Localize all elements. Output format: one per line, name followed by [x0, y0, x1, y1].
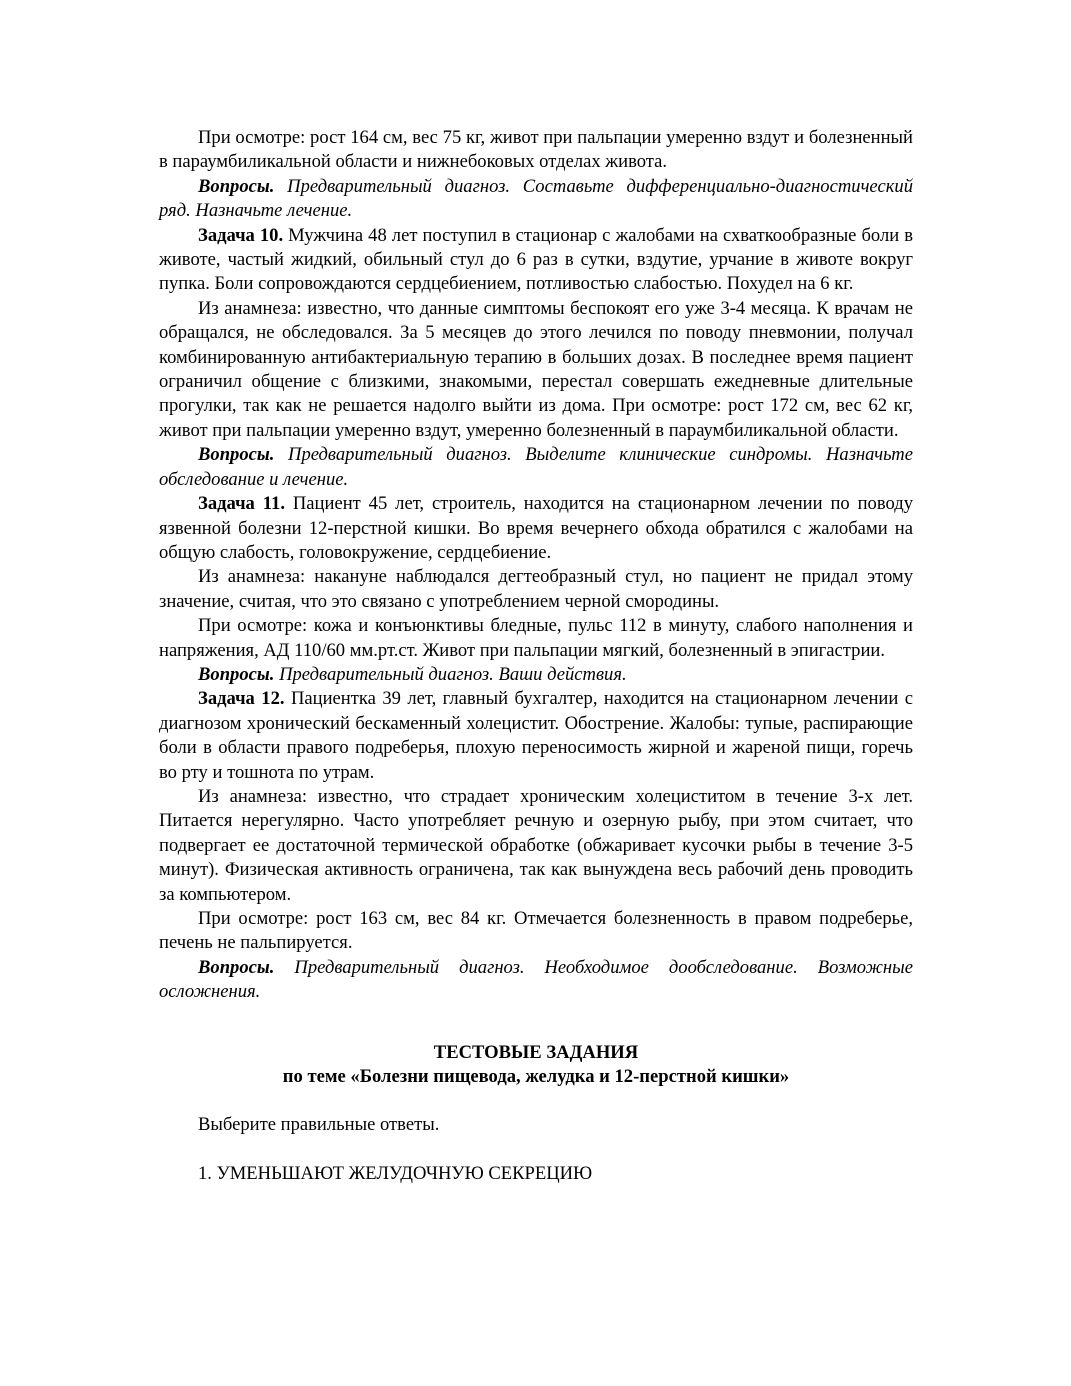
test-section-title: ТЕСТОВЫЕ ЗАДАНИЯ — [433, 1041, 639, 1063]
questions-label: Вопросы. — [198, 444, 275, 466]
task-label: Задача 12. — [198, 688, 285, 710]
questions-task9 — [159, 175, 913, 224]
questions-task10 — [159, 443, 913, 492]
task-label: Задача 10. — [198, 224, 284, 246]
paragraph-exam-task11: При осмотре: кожа и конъюнктивы бледные, пульс 112 в минуту, слабого наполнения и напряжения, АД 110/60 мм.рт.ст. Живот при пальпации мягкий, болезненный в эпигастрии. — [159, 615, 913, 661]
questions-task12 — [159, 956, 913, 1005]
task-text: Пациент 45 лет, строитель, находится на стационарном лечении по поводу язвенной болезни 12-перстной кишки. Во время вечернего обхода обратился с жалобами на общую слабость, головокружение, сердцебиение. — [159, 493, 914, 563]
test-question-1: 1. УМЕНЬШАЮТ ЖЕЛУДОЧНУЮ СЕКРЕЦИЮ — [198, 1162, 593, 1184]
paragraph-exam-task12: При осмотре: рост 163 см, вес 84 кг. Отмечается болезненность в правом подреберье, печень не пальпируется. — [159, 908, 913, 954]
questions-label: Вопросы. — [198, 663, 275, 685]
questions-text: Предварительный диагноз. Необходимое дообследование. Возможные осложнения. — [159, 956, 913, 1003]
task-label: Задача 11. — [198, 493, 285, 515]
questions-text: Предварительный диагноз. Ваши действия. — [274, 663, 627, 685]
questions-task11 — [159, 663, 913, 687]
task-10 — [159, 224, 913, 297]
questions-text: Предварительный диагноз. Выделите клинические синдромы. Назначьте обследование и лечение. — [159, 444, 913, 490]
questions-label: Вопросы. — [198, 956, 275, 978]
test-section-subtitle: по теме «Болезни пищевода, желудка и 12-перстной кишки» — [282, 1066, 790, 1088]
paragraph-anamnesis-task10: Из анамнеза: известно, что данные симптомы беспокоят его уже 3-4 месяца. К врачам не обращался, не обследовался. За 5 месяцев до этого лечился по поводу пневмонии, получал комбинированную антибактериальную терапию в больших дозах. В последнее время пациент ограничил общение с близкими, знакомыми, перестал совершать ежедневные длительные прогулки, так как не решается надолго выйти из дома. При осмотре: рост 172 см, вес 62 кг, живот при пальпации умеренно вздут, умеренно болезненный в параумбиликальной области. — [159, 297, 913, 441]
test-instruction: Выберите правильные ответы. — [198, 1114, 440, 1136]
task-text: Мужчина 48 лет поступил в стационар с жалобами на схваткообразные боли в животе, частый жидкий, обильный стул до 6 раз в сутки, вздутие, урчание в животе вокруг пупка. Боли сопровождаются сердцебиением, потливостью слабостью. Похудел на 6 кг. — [159, 224, 913, 295]
task-12 — [159, 687, 913, 785]
task-11 — [159, 492, 913, 565]
paragraph-anamnesis-task12: Из анамнеза: известно, что страдает хроническим холециститом в течение 3-х лет. Питается нерегулярно. Часто употребляет речную и озерную рыбу, при этом считает, что подвергает ее достаточной термической обработке (обжаривает кусочки рыбы в течение 3-5 минут). Физическая активность ограничена, так как вынуждена весь рабочий день проводить за компьютером. — [159, 785, 913, 905]
questions-label: Вопросы. — [198, 175, 275, 197]
questions-text: Предварительный диагноз. Составьте дифференциально-диагностический ряд. Назначьте лечение. — [159, 175, 913, 222]
paragraph-exam-task9: При осмотре: рост 164 см, вес 75 кг, живот при пальпации умеренно вздут и болезненный в параумбиликальной области и нижнебоковых отделах живота. — [159, 127, 913, 173]
paragraph-anamnesis-task11: Из анамнеза: накануне наблюдался дегтеобразный стул, но пациент не придал этому значение, считая, что это связано с употреблением черной смородины. — [159, 566, 913, 612]
task-text: Пациентка 39 лет, главный бухгалтер, находится на стационарном лечении с диагнозом хронический бескаменный холецистит. Обострение. Жалобы: тупые, распирающие боли в области правого подреберья, плохую переносимость жирной и жареной пищи, горечь во рту и тошнота по утрам. — [159, 688, 913, 783]
document-page — [159, 126, 913, 1186]
